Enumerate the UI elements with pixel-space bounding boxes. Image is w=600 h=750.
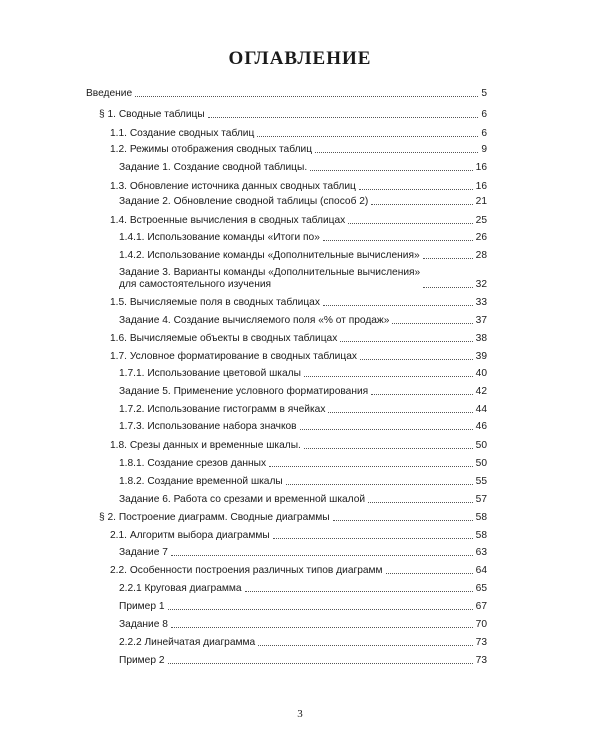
toc-entry-label: 2.2.2 Линейчатая диаграмма [119,637,256,648]
toc-entry [110,297,487,309]
toc-entry-label: Задание 1. Создание сводной таблицы. [119,162,308,173]
leader-dots [392,323,472,324]
toc-entry [119,196,487,208]
toc-entry-page: 65 [475,583,487,594]
toc-entry [119,368,487,380]
toc-entry-label: 1.4.1. Использование команды «Итоги по» [119,232,320,243]
leader-dots [386,573,473,574]
leader-dots [135,96,478,97]
toc-entry-page: 39 [475,351,487,362]
toc-entry [119,476,487,488]
toc-entry [119,458,487,470]
toc-entry-label: Пример 2 [119,655,165,666]
toc-entry-label: 2.2.1 Круговая диаграмма [119,583,242,594]
toc-entry-page: 50 [475,458,487,469]
toc-entry-label: 1.3. Обновление источника данных сводных таблиц [110,181,356,192]
toc-entry [110,530,487,542]
toc-entry [119,421,487,433]
leader-dots [208,117,479,118]
toc-entry-label: 1.8.2. Создание временной шкалы [119,476,283,487]
toc-entry-label: 1.4. Встроенные вычисления в сводных таблицах [110,215,346,226]
toc-entry [110,351,487,363]
leader-dots [423,258,473,259]
leader-dots [371,394,473,395]
leader-dots [328,412,472,413]
leader-dots [368,502,473,503]
toc-entry-page: 9 [481,144,487,155]
leader-dots [423,287,472,288]
leader-dots [371,204,472,205]
toc-entry-label: 1.8.1. Создание срезов данных [119,458,267,469]
toc-entry-label: 1.7.1. Использование цветовой шкалы [119,368,301,379]
page-number: 3 [297,708,303,720]
toc-entry-label: Задание 4. Создание вычисляемого поля «% от продаж» [119,315,390,326]
toc-entry-page: 26 [475,232,487,243]
leader-dots [168,663,473,664]
toc-entry-label: 1.7. Условное форматирование в сводных таблицах [110,351,357,362]
toc-entry [119,494,487,506]
toc-entry-label: § 2. Построение диаграмм. Сводные диаграммы [99,512,330,523]
toc-entry [99,512,487,524]
toc-entry-page: 16 [475,162,487,173]
toc-entry-label: 1.4.2. Использование команды «Дополнительные вычисления» [119,250,420,261]
leader-dots [171,555,473,556]
leader-dots [168,609,473,610]
toc-entry-label: Задание 7 [119,547,168,558]
toc-entry-label: 1.7.2. Использование гистограмм в ячейках [119,404,326,415]
toc-entry-label: Задание 6. Работа со срезами и временной шкалой [119,494,366,505]
leader-dots [257,136,478,137]
toc-entry-page: 38 [475,333,487,344]
leader-dots [333,520,473,521]
toc-entry-label: Задание 8 [119,619,168,630]
toc-entry [119,583,487,595]
toc-entry-label: 1.1. Создание сводных таблиц [110,128,255,139]
toc-entry-label-line-1: Задание 3. Варианты команды «Дополнительные вычисления» [119,267,421,278]
toc-entry [119,404,487,416]
leader-dots [286,484,473,485]
toc-entry-label: Задание 5. Применение условного форматирования [119,386,369,397]
toc-entry [119,386,487,398]
toc-entry-page: 28 [475,250,487,261]
toc-entry-page: 33 [475,297,487,308]
toc-entry-label: 1.8. Срезы данных и временные шкалы. [110,440,301,451]
toc-entry-page: 40 [475,368,487,379]
toc-entry-label-line-2: для самостоятельного изучения [119,279,272,290]
toc-entry [119,315,487,327]
leader-dots [269,466,473,467]
toc-entry-page: 32 [475,279,487,290]
toc-entry-page: 73 [475,655,487,666]
toc-entry-label: 1.5. Вычисляемые поля в сводных таблицах [110,297,320,308]
toc-entry [86,88,487,100]
toc-entry-page: 64 [475,565,487,576]
toc-entry [119,547,487,559]
toc-entry-label: Задание 2. Обновление сводной таблицы (способ 2) [119,196,369,207]
toc-entry-label: 2.1. Алгоритм выбора диаграммы [110,530,270,541]
toc-entry-page: 42 [475,386,487,397]
leader-dots [304,376,473,377]
toc-entry-page: 46 [475,421,487,432]
leader-dots [171,627,473,628]
toc-entry-page: 21 [475,196,487,207]
toc-entry [110,181,487,193]
leader-dots [245,591,473,592]
toc-entry [119,601,487,613]
toc-entry [110,333,487,345]
toc-entry-page: 55 [475,476,487,487]
leader-dots [323,305,473,306]
toc-entry-page: 6 [481,109,487,120]
toc-entry-page: 25 [475,215,487,226]
toc-entry [119,162,487,174]
toc-entry-label: 2.2. Особенности построения различных типов диаграмм [110,565,383,576]
toc-entry [110,440,487,452]
toc-entry [119,655,487,667]
toc-entry-page: 58 [475,530,487,541]
toc-entry-page: 67 [475,601,487,612]
leader-dots [323,240,473,241]
leader-dots [348,223,472,224]
leader-dots [273,538,473,539]
toc-entry-label: Пример 1 [119,601,165,612]
toc-entry-page: 16 [475,181,487,192]
leader-dots [360,359,473,360]
toc-entry-page: 73 [475,637,487,648]
toc-entry-label: § 1. Сводные таблицы [99,109,205,120]
toc-entry-page: 5 [481,88,487,99]
toc-entry-page: 57 [475,494,487,505]
toc-entry [110,144,487,156]
toc-entry-page: 50 [475,440,487,451]
toc-entry [119,250,487,262]
leader-dots [304,448,473,449]
toc-entry-label: 1.2. Режимы отображения сводных таблиц [110,144,313,155]
toc-entry [119,232,487,244]
leader-dots [340,341,472,342]
toc-entry-label [119,267,420,291]
leader-dots [300,429,473,430]
toc-entry [119,619,487,631]
toc-entry [110,215,487,227]
toc-entry-page: 63 [475,547,487,558]
toc-entry [119,267,487,291]
toc-entry [119,637,487,649]
toc-entry-page: 58 [475,512,487,523]
page-title: ОГЛАВЛЕНИЕ [228,48,372,69]
leader-dots [258,645,472,646]
toc-entry-label: 1.7.3. Использование набора значков [119,421,297,432]
toc-entry-page: 70 [475,619,487,630]
leader-dots [315,152,478,153]
leader-dots [359,189,473,190]
toc-entry-label: Введение [86,88,133,99]
toc-entry [99,109,487,121]
toc-entry [110,128,487,140]
leader-dots [310,170,473,171]
toc-entry-page: 6 [481,128,487,139]
toc-entry-label: 1.6. Вычисляемые объекты в сводных таблицах [110,333,338,344]
toc-entry-page: 44 [475,404,487,415]
toc-entry-page: 37 [475,315,487,326]
toc-entry [110,565,487,577]
